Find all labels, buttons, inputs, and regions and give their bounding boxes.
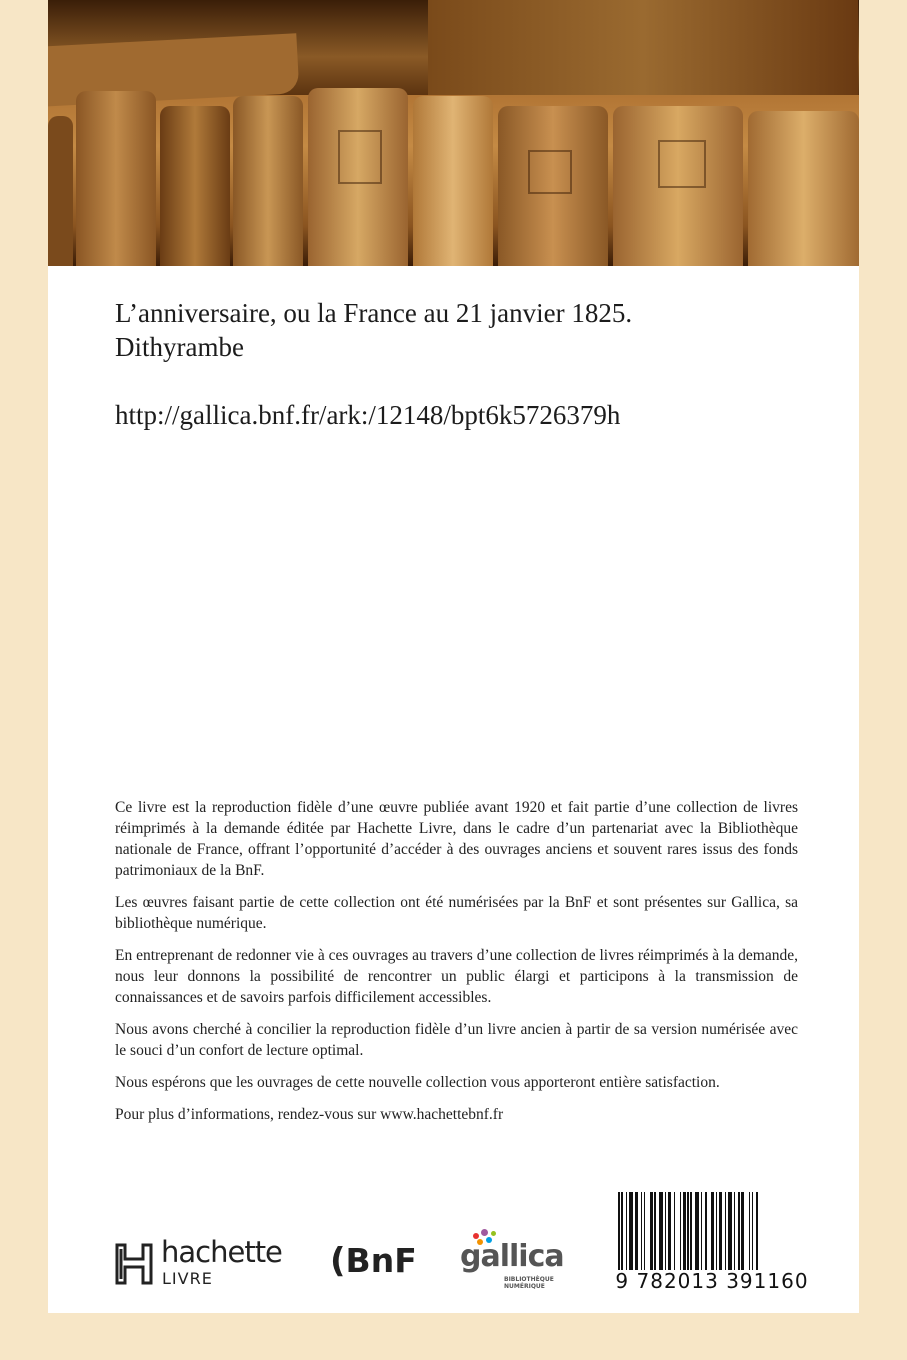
paragraph-6: Pour plus d’informations, rendez-vous sur www.hachettebnf.fr [115,1106,504,1123]
barcode-bars [618,1192,806,1270]
bnf-logo [330,1241,417,1281]
paragraph-3: En entreprenant de redonner vie à ces ouvrages au travers d’une collection de livres réimprimés à la demande, nous leur donnons la possibilité de rencontrer un public élargi et participons à la transmission de connaissances et de savoirs parfois difficilement accessibles. [115,947,798,1006]
bnf-wordmark: BnF [345,1241,417,1280]
paragraph-1: Ce livre est la reproduction fidèle d’une œuvre publiée avant 1920 et fait partie d’une collection de livres réimprimés à la demande éditée par Hachette Livre, dans le cadre d’un partenariat avec la Bibliothèque nationale de France, offrant l’opportunité d’accéder à des ouvrages anciens et souvent rares issus des fonds patrimoniaux de la BnF. [115,799,798,879]
book-title-line2: Dithyrambe [115,332,244,362]
paragraph-4: Nous avons cherché à concilier la reproduction fidèle d’un livre ancien à partir de sa version numérisée avec le souci d’un confort de lecture optimal. [115,1021,798,1059]
isbn-number: 9 782013 391160 [615,1269,809,1293]
gallica-logo [460,1227,570,1293]
gallica-subtitle-1: BIBLIOTHÈQUE [504,1276,554,1283]
book-title [115,296,815,364]
book-title-line1: L’anniversaire, ou la France au 21 janvier 1825. [115,298,633,328]
gallica-subtitle-2: NUMÉRIQUE [504,1283,545,1290]
publisher-logos [115,1225,595,1295]
bnf-bracket-icon: ( [330,1241,346,1281]
livre-wordmark: LIVRE [162,1269,213,1288]
paragraph-5: Nous espérons que les ouvrages de cette nouvelle collection vous apporteront entière satisfaction. [115,1074,720,1091]
paragraph-2: Les œuvres faisant partie de cette collection ont été numérisées par la BnF et sont présentes sur Gallica, sa bibliothèque numérique. [115,894,798,932]
hachette-h-icon [115,1243,153,1285]
gallica-wordmark: gallica [460,1239,564,1274]
isbn-barcode [612,1189,812,1294]
gallica-url: http://gallica.bnf.fr/ark:/12148/bpt6k5726379h [115,400,621,430]
hachette-wordmark: hachette [161,1235,282,1269]
description-text [115,797,798,1136]
hachette-livre-logo [115,1235,295,1289]
bookshelf-photo-banner [48,0,859,266]
